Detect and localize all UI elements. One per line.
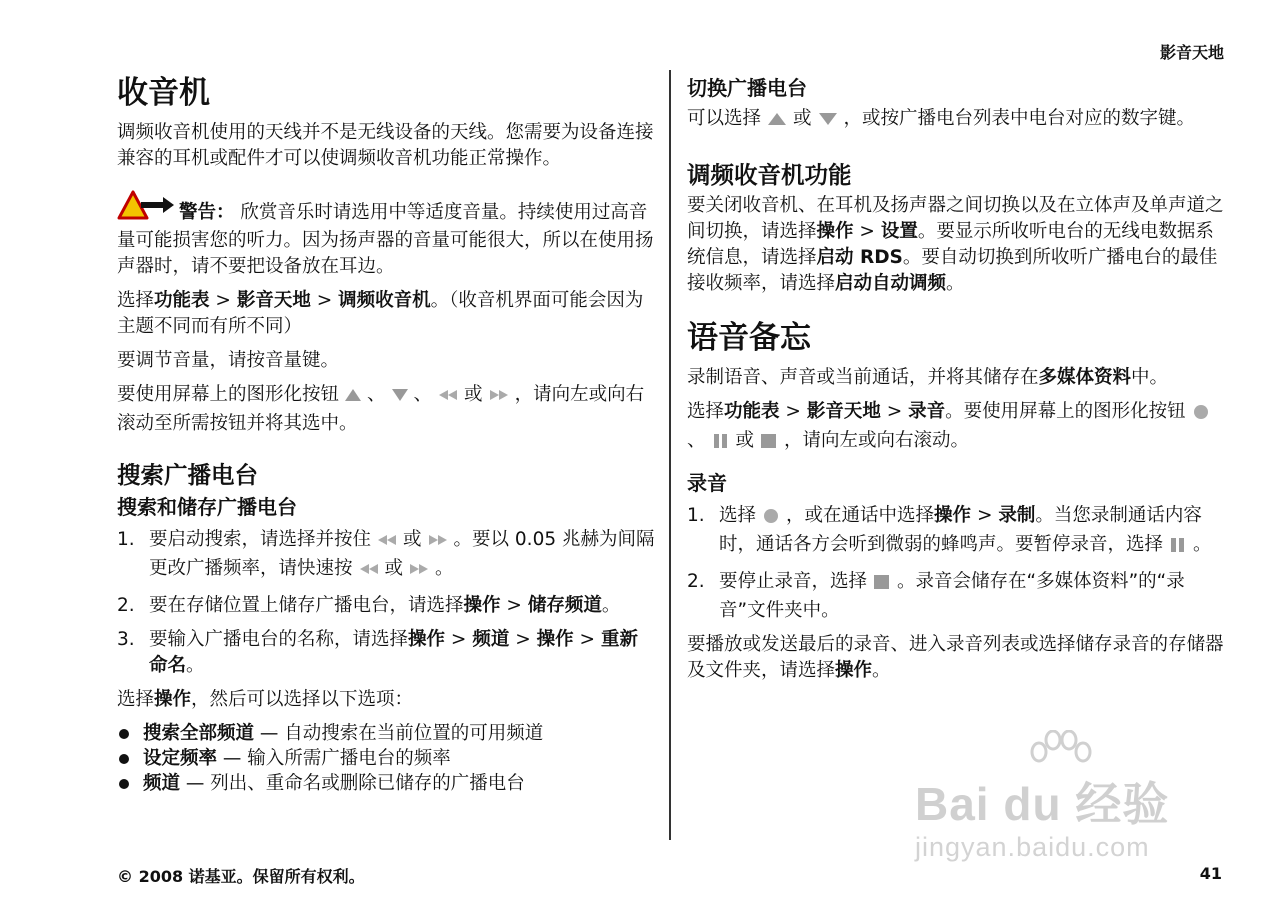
step-number: 3. [117,629,135,650]
left-column [117,66,655,796]
text: 。 [946,273,965,294]
text: 要在存储位置上储存广播电台，请选择 [149,595,464,616]
text: 选择 [719,505,757,526]
memo-title: 语音备忘 [687,320,811,356]
menu-settings: 设置 [880,221,918,242]
menu-save-channel: 储存频道 [527,595,602,616]
text: 或 [793,108,812,129]
fm-function-paragraph [687,193,1227,297]
menu-fm-radio: 调频收音机 [338,290,431,311]
text: ，然后可以选择以下选项： [191,689,414,710]
text: 可以选择 [687,108,762,129]
separator: > [450,629,467,650]
option-desc: — 列出、重命名或删除已储存的广播电台 [180,773,525,794]
fast-forward-icon [426,530,450,556]
final-paragraph [687,632,1227,684]
text: 要使用屏幕上的图形化按钮 [117,384,340,405]
record-icon [1190,402,1212,428]
option-term: 频道 [143,773,181,794]
triangle-down-icon [816,109,840,135]
text: 或 [384,558,404,579]
record-title: 录音 [687,471,727,495]
right-column [687,66,1227,692]
text: 。当您录制通话内容时，通话各方会听到微弱的蜂鸣声。要暂停录音，选择 [719,505,1202,555]
triangle-up-icon [765,109,789,135]
search-store-title: 搜索和储存广播电台 [117,495,297,519]
rewind-icon [436,385,460,411]
warning-label: 警告： [179,202,235,223]
options-list [117,721,655,796]
step-number: 1. [117,529,135,550]
text: 要关闭收音机、在耳机及扬声器之间切换以及在立体声及单声道之间切换，请选择 [687,195,1224,242]
baidu-watermark [905,730,1205,880]
text: 或 [464,384,483,405]
buttons-paragraph [117,382,655,437]
text: 、 [413,384,433,405]
fm-function-title: 调频收音机功能 [687,161,852,189]
option-term: 设定频率 [143,748,218,769]
separator: > [506,595,522,616]
text: 选择 [687,401,725,422]
text: ，请向左或向右滚动。 [784,430,970,451]
stop-icon [871,572,893,598]
menu-media: 影音天地 [236,290,311,311]
menu-functions: 功能表 [154,290,210,311]
fast-forward-icon [487,385,511,411]
menu-auto-switch: 启动自动调频 [835,273,947,294]
separator: > [215,290,231,311]
text: ，或在通话中选择 [786,505,935,526]
watermark-brand: Bai du 经验 [915,778,1170,830]
text: 录制语音、声音或当前通话，并将其储存在 [687,367,1039,388]
column-divider [669,70,671,840]
search-steps [117,527,655,679]
text: 。 [1193,534,1212,555]
text: 。要自动切换到所收听广播电台的最佳接收频率，请选择 [687,247,1218,294]
text: 。要显示所收听电台的无线电数据系统信息，请选择 [687,221,1214,268]
triangle-up-icon [343,385,363,411]
menu-start-rds: 启动 RDS [816,247,903,268]
text: 。要以 0.05 兆赫为间隔更改广播频率，请快速按 [149,529,655,579]
option-desc: — 自动搜索在当前位置的可用频道 [254,723,544,744]
select-note: 。（收音机界面可能会因为主题不同而有所不同） [117,290,644,337]
menu-options: 操作 [463,595,501,616]
record-icon [760,506,782,532]
stop-icon [758,431,780,457]
text: 。 [186,655,205,676]
page-number: 41 [1199,864,1222,883]
text: ，或按广播电台列表中电台对应的数字键。 [843,108,1196,129]
step-number: 1. [687,505,705,526]
pause-icon [710,431,732,457]
record-steps [687,503,1227,624]
text: 或 [403,529,422,550]
list-item [117,527,655,585]
menu-recorder: 录音 [908,401,946,422]
menu-options: 操作 [816,221,854,242]
text: 。 [872,660,891,681]
options-paragraph [117,687,655,713]
list-item [117,721,655,746]
navigate-radio-paragraph [117,288,655,340]
menu-channel: 频道 [472,629,510,650]
text: 或 [735,430,755,451]
radio-title: 收音机 [117,75,210,111]
radio-intro: 调频收音机使用的天线并不是无线设备的天线。您需要为设备连接兼容的耳机或配件才可以使调频收音机功能正常操作。 [117,122,654,169]
watermark-url: jingyan.baidu.com [915,832,1150,862]
search-title: 搜索广播电台 [117,461,258,489]
text: 要播放或发送最后的录音、进入录音列表或选择储存录音的存储器及文件夹，请选择 [687,634,1224,681]
list-item [687,503,1227,561]
text: 要输入广播电台的名称，请选择 [149,629,409,650]
list-item [687,569,1227,624]
memo-select-paragraph [687,399,1227,457]
text: 中。 [1131,367,1169,388]
text: 要启动搜索，请选择并按住 [149,529,372,550]
list-item [117,746,655,771]
step-number: 2. [117,595,135,616]
triangle-down-icon [390,385,410,411]
text: ，请向左或向右滚动至所需按钮并将其选中。 [117,384,645,434]
warning-text: 欣赏音乐时请选用中等适度音量。持续使用过高音量可能损害您的听力。因为扬声器的音量可能很大，所以在使用扬声器时，请不要把设备放在耳边。 [117,202,654,277]
text: 。 [601,595,621,616]
warning-paragraph [117,190,655,280]
warning-hand-icon [117,190,175,228]
menu-options: 操作 [154,689,192,710]
text: 、 [687,430,706,451]
separator: > [579,629,596,650]
menu-options: 操作 [536,629,574,650]
rewind-icon [357,559,381,585]
step-number: 2. [687,571,705,592]
fast-forward-icon [407,559,431,585]
copyright: © 2008 诺基亚。保留所有权利。 [117,867,365,886]
rewind-icon [375,530,399,556]
option-term: 搜索全部频道 [143,723,255,744]
separator: > [859,221,875,242]
menu-media: 影音天地 [806,401,881,422]
menu-rename: 重新命名 [149,629,638,676]
memo-intro [687,365,1227,391]
option-desc: — 输入所需广播电台的频率 [217,748,451,769]
text: 。 [435,558,454,579]
text: 。录音会储存在“多媒体资料”的“录音”文件夹中。 [719,571,1185,621]
menu-options: 操作 [934,505,972,526]
menu-gallery: 多媒体资料 [1038,367,1132,388]
volume-paragraph: 要调节音量，请按音量键。 [117,350,340,371]
text: 、 [367,384,386,405]
text: 选择 [117,290,155,311]
menu-functions: 功能表 [724,401,780,422]
list-item [117,627,655,679]
list-item [117,771,655,796]
switch-paragraph [687,106,1227,135]
separator: > [886,401,903,422]
menu-options: 操作 [408,629,446,650]
menu-options: 操作 [835,660,873,681]
text: 。要使用屏幕上的图形化按钮 [945,401,1186,422]
separator: > [515,629,531,650]
text: 选择 [117,689,155,710]
menu-record: 录制 [998,505,1036,526]
switch-title: 切换广播电台 [687,76,807,100]
list-item [117,593,655,619]
text: 要停止录音，选择 [719,571,868,592]
running-header: 影音天地 [1159,43,1224,62]
separator: > [785,401,801,422]
pause-icon [1167,535,1189,561]
separator: > [316,290,333,311]
separator: > [976,505,993,526]
